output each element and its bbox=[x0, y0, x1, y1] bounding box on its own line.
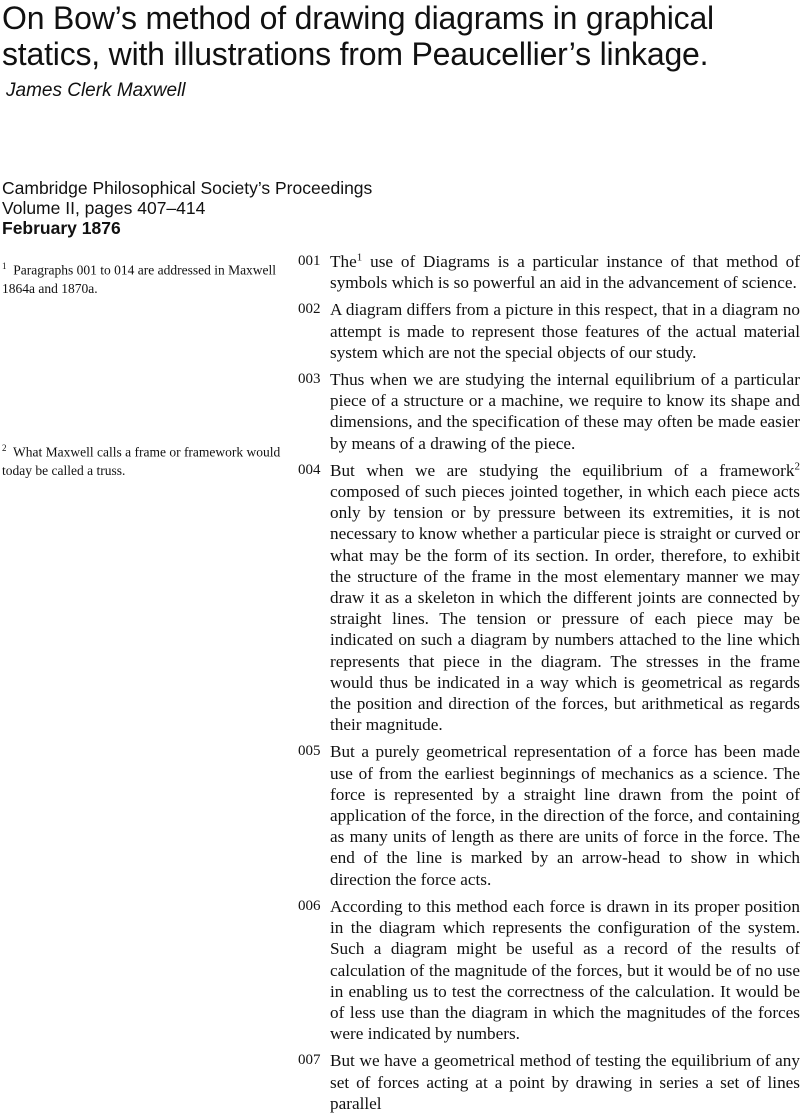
paragraph-number: 001 bbox=[298, 251, 330, 293]
paragraph-number: 007 bbox=[298, 1050, 330, 1114]
paragraph-005 bbox=[298, 741, 800, 889]
paragraph-001 bbox=[298, 251, 800, 293]
paragraph-004 bbox=[298, 460, 800, 736]
footnote-ref-1[interactable]: 1 bbox=[357, 251, 363, 263]
paragraph-number: 005 bbox=[298, 741, 330, 889]
paragraph-text: But when we are studying the equilibrium of a framework$^2$ composed of such pieces jointed together, in which each piece acts only by tension or by pressure between its extremities, it is not necessary to know whether a particular piece is straight or curved or what may be the form of its section. In order, therefore, to exhibit the structure of the frame in the most elementary manner we may draw it as a skeleton in which the different joints are connected by straight lines. The tension or pressure of each piece may be indicated on such a diagram by numbers attached to the line which represents that piece in the diagram. The stresses in the frame would thus be indicated in a way which is geometrical as regards the position and direction of the forces, but arithmetical as regards their magnitude. bbox=[330, 460, 800, 736]
paragraph-text: But we have a geometrical method of testing the equilibrium of any set of forces acting at a point by drawing in series a set of lines parallel bbox=[330, 1050, 800, 1114]
footnote-mark: 1 bbox=[2, 261, 7, 271]
footnote-text: Paragraphs 001 to 014 are addressed in Maxwell 1864a and 1870a. bbox=[2, 263, 276, 296]
paragraph-text: According to this method each force is drawn in its proper position in the diagram which represents the configuration of the system. Such a diagram might be useful as a record of the results of calculation of the magnitude of the forces, but it would be of no use in enabling us to test the correctness of the calculation. It would be of less use than the diagram in which the magnitudes of the forces were indicated by numbers. bbox=[330, 896, 800, 1044]
paragraph-003 bbox=[298, 369, 800, 454]
paragraph-text: A diagram differs from a picture in this respect, that in a diagram no attempt is made to represent those features of the actual material system which are not the special objects of our study. bbox=[330, 299, 800, 363]
publication-info bbox=[2, 178, 372, 238]
author-name: James Clerk Maxwell bbox=[6, 80, 185, 102]
paragraph-007 bbox=[298, 1050, 800, 1114]
journal-name: Cambridge Philosophical Society’s Proceedings bbox=[2, 178, 372, 198]
footnote-2 bbox=[2, 439, 284, 480]
paragraph-text: Thus when we are studying the internal equilibrium of a particular piece of a structure or a machine, we require to know its shape and dimensions, and the specification of these may often be made easier by means of a drawing of the piece. bbox=[330, 369, 800, 454]
paragraph-text: But a purely geometrical representation of a force has been made use of from the earliest beginnings of mechanics as a science. The force is represented by a straight line drawn from the point of application of the force, in the direction of the force, and containing as many units of length as there are units of force in the force. The end of the line is marked by an arrow-head to show in which direction the force acts. bbox=[330, 741, 800, 889]
paragraph-number: 003 bbox=[298, 369, 330, 454]
publication-date: February 1876 bbox=[2, 218, 372, 238]
paper-title: On Bow’s method of drawing diagrams in graphical statics, with illustrations from Peaucellier’s linkage. bbox=[2, 0, 798, 72]
main-text bbox=[298, 251, 800, 1120]
footnote-mark: 2 bbox=[2, 443, 7, 453]
paragraph-text: The$^1$ use of Diagrams is a particular instance of that method of symbols which is so powerful an aid in the advancement of science. bbox=[330, 251, 800, 293]
paragraph-number: 006 bbox=[298, 896, 330, 1044]
footnote-ref-2[interactable]: 2 bbox=[795, 460, 800, 472]
paragraph-number: 004 bbox=[298, 460, 330, 736]
footnote-1 bbox=[2, 257, 284, 298]
footnote-text: What Maxwell calls a frame or framework would today be called a truss. bbox=[2, 445, 280, 478]
volume-pages: Volume II, pages 407–414 bbox=[2, 198, 372, 218]
paragraph-006 bbox=[298, 896, 800, 1044]
paragraph-002 bbox=[298, 299, 800, 363]
paragraph-number: 002 bbox=[298, 299, 330, 363]
